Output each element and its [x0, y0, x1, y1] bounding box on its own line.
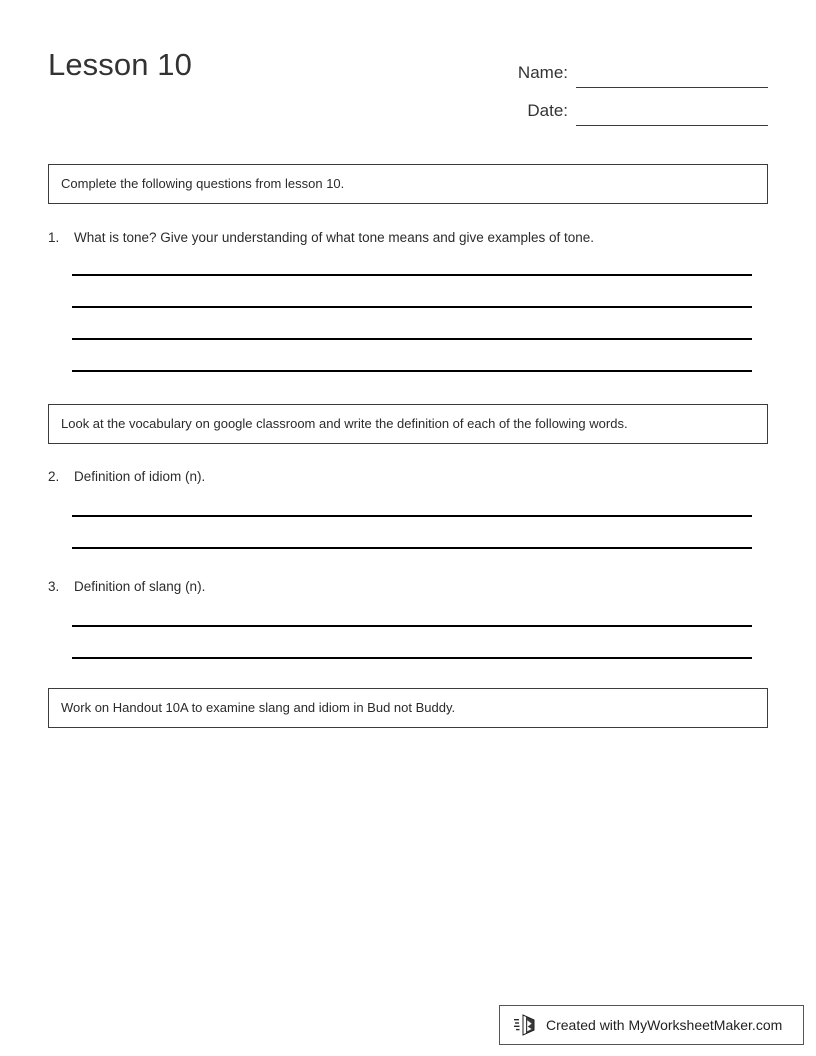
question-2: [48, 468, 768, 486]
question-2-text: Definition of idiom (n).: [74, 469, 206, 484]
question-1-text: What is tone? Give your understanding of what tone means and give examples of tone.: [74, 230, 595, 245]
name-field-row: [498, 50, 768, 88]
footer-text: Created with MyWorksheetMaker.com: [546, 1017, 783, 1033]
question-3: [48, 578, 768, 596]
date-field-input[interactable]: [576, 99, 768, 126]
answer-line[interactable]: [72, 340, 752, 372]
page-title: Lesson 10: [48, 47, 192, 82]
student-info-fields: [498, 50, 768, 126]
answer-line[interactable]: [72, 308, 752, 340]
date-field-label: Date:: [527, 101, 568, 120]
answer-line[interactable]: [72, 485, 752, 517]
answer-line[interactable]: [72, 276, 752, 308]
name-field-input[interactable]: [576, 61, 768, 88]
name-field-label: Name:: [517, 63, 568, 82]
answer-line[interactable]: [72, 517, 752, 549]
question-3-text: Definition of slang (n).: [74, 579, 206, 594]
question-1-answer-lines: [72, 244, 752, 372]
question-2-number: 2.: [48, 469, 60, 484]
question-1-number: 1.: [48, 230, 60, 245]
worksheet-header: [48, 44, 768, 134]
question-3-answer-lines: [72, 595, 752, 659]
answer-line[interactable]: [72, 627, 752, 659]
instruction-box-3: Work on Handout 10A to examine slang and idiom in Bud not Buddy.: [48, 688, 768, 728]
answer-line[interactable]: [72, 595, 752, 627]
date-field-row: [498, 88, 768, 126]
question-3-number: 3.: [48, 579, 60, 594]
instruction-box-1: Complete the following questions from lesson 10.: [48, 164, 768, 204]
question-2-answer-lines: [72, 485, 752, 549]
answer-line[interactable]: [72, 244, 752, 276]
footer-badge[interactable]: [499, 1005, 804, 1045]
worksheet-maker-logo-icon: [514, 1014, 538, 1036]
instruction-box-2: Look at the vocabulary on google classroom and write the definition of each of the following words.: [48, 404, 768, 444]
